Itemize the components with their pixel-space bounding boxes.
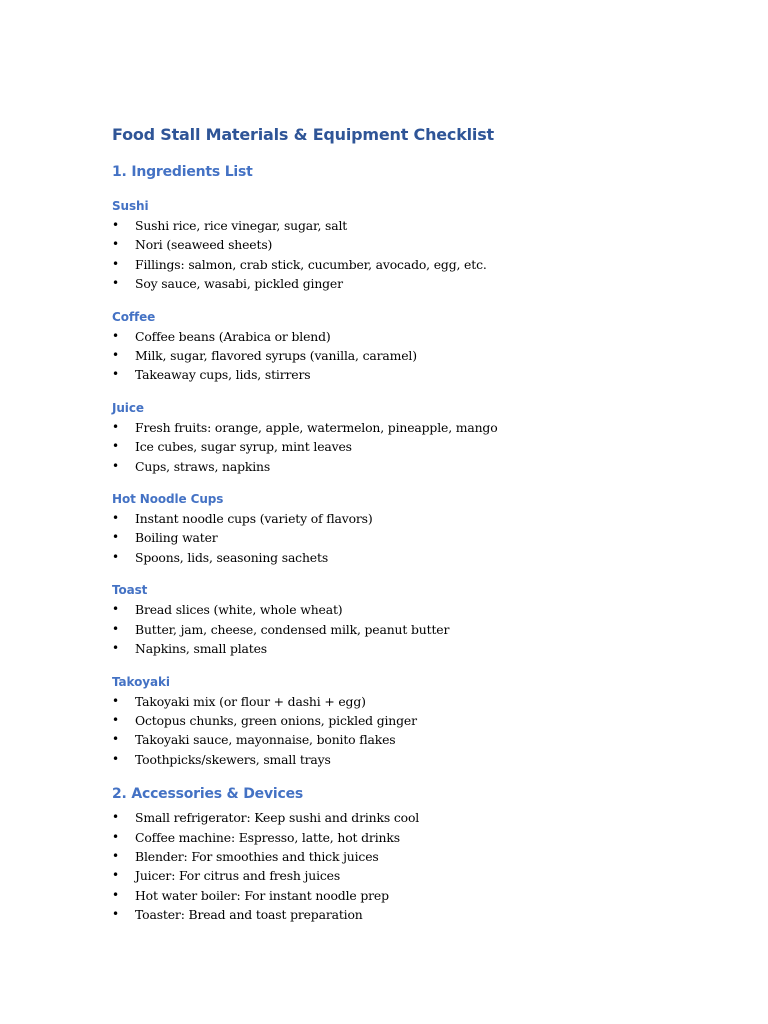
subsection-hot-noodle-cups — [112, 491, 712, 567]
list-item — [112, 730, 712, 749]
bullet-list — [112, 216, 712, 294]
bullet-icon: • — [112, 848, 119, 863]
list-item — [112, 235, 712, 254]
bullet-icon: • — [112, 810, 119, 825]
list-item — [112, 866, 712, 885]
subsection-sushi — [112, 198, 712, 294]
list-item — [112, 886, 712, 905]
list-item-text: Cups, straws, napkins — [135, 458, 271, 474]
list-item-text: Fillings: salmon, crab stick, cucumber, avocado, egg, etc. — [135, 256, 487, 272]
bullet-icon: • — [112, 732, 119, 747]
list-item-text: Bread slices (white, whole wheat) — [135, 602, 343, 618]
section-accessories-devices — [112, 784, 712, 924]
section-heading: 1. Ingredients List — [112, 164, 253, 180]
subsection-coffee — [112, 309, 712, 385]
list-item-text: Instant noodle cups (variety of flavors) — [135, 511, 373, 527]
list-item-text: Takoyaki mix (or flour + dashi + egg) — [135, 693, 366, 709]
bullet-list — [112, 808, 712, 924]
list-item-text: Sushi rice, rice vinegar, sugar, salt — [135, 218, 348, 233]
document-page — [112, 124, 712, 925]
bullet-icon: • — [112, 887, 119, 902]
list-item — [112, 528, 712, 547]
list-item-text: Boiling water — [135, 530, 218, 546]
list-item — [112, 548, 712, 567]
list-item — [112, 808, 712, 827]
section-heading: 2. Accessories & Devices — [112, 786, 304, 803]
bullet-icon: • — [112, 530, 119, 545]
list-item-text: Milk, sugar, flavored syrups (vanilla, caramel) — [135, 348, 417, 364]
bullet-icon: • — [112, 829, 119, 844]
subsection-heading: Sushi — [112, 199, 149, 213]
list-item — [112, 711, 712, 730]
list-item-text: Blender: For smoothies and thick juices — [135, 848, 379, 864]
document-title: Food Stall Materials & Equipment Checklist — [112, 125, 494, 144]
list-item — [112, 255, 712, 274]
subsection-heading: Takoyaki — [112, 674, 170, 689]
list-item-text: Octopus chunks, green onions, pickled ginger — [135, 712, 417, 728]
bullet-icon: • — [112, 256, 119, 271]
bullet-icon: • — [112, 276, 119, 291]
list-item — [112, 216, 712, 235]
list-item — [112, 457, 712, 476]
bullet-list — [112, 600, 712, 658]
subsection-heading: Coffee — [112, 309, 156, 324]
bullet-list — [112, 692, 712, 770]
bullet-icon: • — [112, 868, 119, 883]
list-item-text: Ice cubes, sugar syrup, mint leaves — [135, 439, 352, 455]
bullet-icon: • — [112, 907, 119, 922]
list-item — [112, 274, 712, 293]
bullet-icon: • — [112, 218, 119, 232]
bullet-icon: • — [112, 693, 119, 708]
bullet-icon: • — [112, 641, 119, 656]
list-item-text: Hot water boiler: For instant noodle prep — [135, 887, 389, 903]
bullet-list — [112, 418, 712, 476]
bullet-list — [112, 509, 712, 567]
subsection-heading: Juice — [112, 400, 144, 415]
list-item — [112, 692, 712, 711]
list-item — [112, 437, 712, 456]
list-item-text: Coffee beans (Arabica or blend) — [135, 328, 331, 344]
bullet-icon: • — [112, 348, 119, 363]
bullet-icon: • — [112, 419, 119, 434]
list-item-text: Takeaway cups, lids, stirrers — [135, 367, 311, 383]
list-item — [112, 750, 712, 769]
list-item — [112, 509, 712, 528]
bullet-icon: • — [112, 602, 119, 617]
bullet-icon: • — [112, 328, 119, 343]
bullet-icon: • — [112, 549, 119, 564]
list-item — [112, 346, 712, 365]
subsection-toast — [112, 582, 712, 658]
list-item — [112, 365, 712, 384]
list-item — [112, 639, 712, 658]
list-item-text: Takoyaki sauce, mayonnaise, bonito flakes — [135, 732, 396, 748]
list-item-text: Small refrigerator: Keep sushi and drinks cool — [135, 810, 420, 826]
bullet-icon: • — [112, 712, 119, 727]
section-ingredients — [112, 162, 712, 769]
list-item-text: Napkins, small plates — [135, 641, 268, 657]
list-item — [112, 620, 712, 639]
list-item-text: Butter, jam, cheese, condensed milk, peanut butter — [135, 621, 450, 637]
list-item-text: Toaster: Bread and toast preparation — [135, 907, 363, 923]
list-item — [112, 828, 712, 847]
subsection-takoyaki — [112, 674, 712, 770]
list-item-text: Fresh fruits: orange, apple, watermelon, pineapple, mango — [135, 419, 498, 435]
list-item-text: Coffee machine: Espresso, latte, hot drinks — [135, 829, 400, 845]
list-item-text: Nori (seaweed sheets) — [135, 237, 273, 253]
list-item — [112, 418, 712, 437]
bullet-icon: • — [112, 458, 119, 473]
list-item-text: Toothpicks/skewers, small trays — [135, 751, 331, 767]
list-item-text: Soy sauce, wasabi, pickled ginger — [135, 276, 343, 292]
list-item — [112, 327, 712, 346]
list-item-text: Spoons, lids, seasoning sachets — [135, 549, 329, 565]
bullet-icon: • — [112, 237, 119, 252]
subsection-heading: Hot Noodle Cups — [112, 492, 224, 507]
list-item — [112, 847, 712, 866]
bullet-icon: • — [112, 511, 119, 526]
bullet-icon: • — [112, 439, 119, 454]
bullet-list — [112, 327, 712, 385]
list-item — [112, 600, 712, 619]
list-item-text: Juicer: For citrus and fresh juices — [135, 868, 341, 884]
bullet-icon: • — [112, 621, 119, 636]
subsection-juice — [112, 400, 712, 476]
bullet-icon: • — [112, 751, 119, 766]
bullet-icon: • — [112, 367, 119, 382]
list-item — [112, 905, 712, 924]
subsection-heading: Toast — [112, 583, 148, 598]
